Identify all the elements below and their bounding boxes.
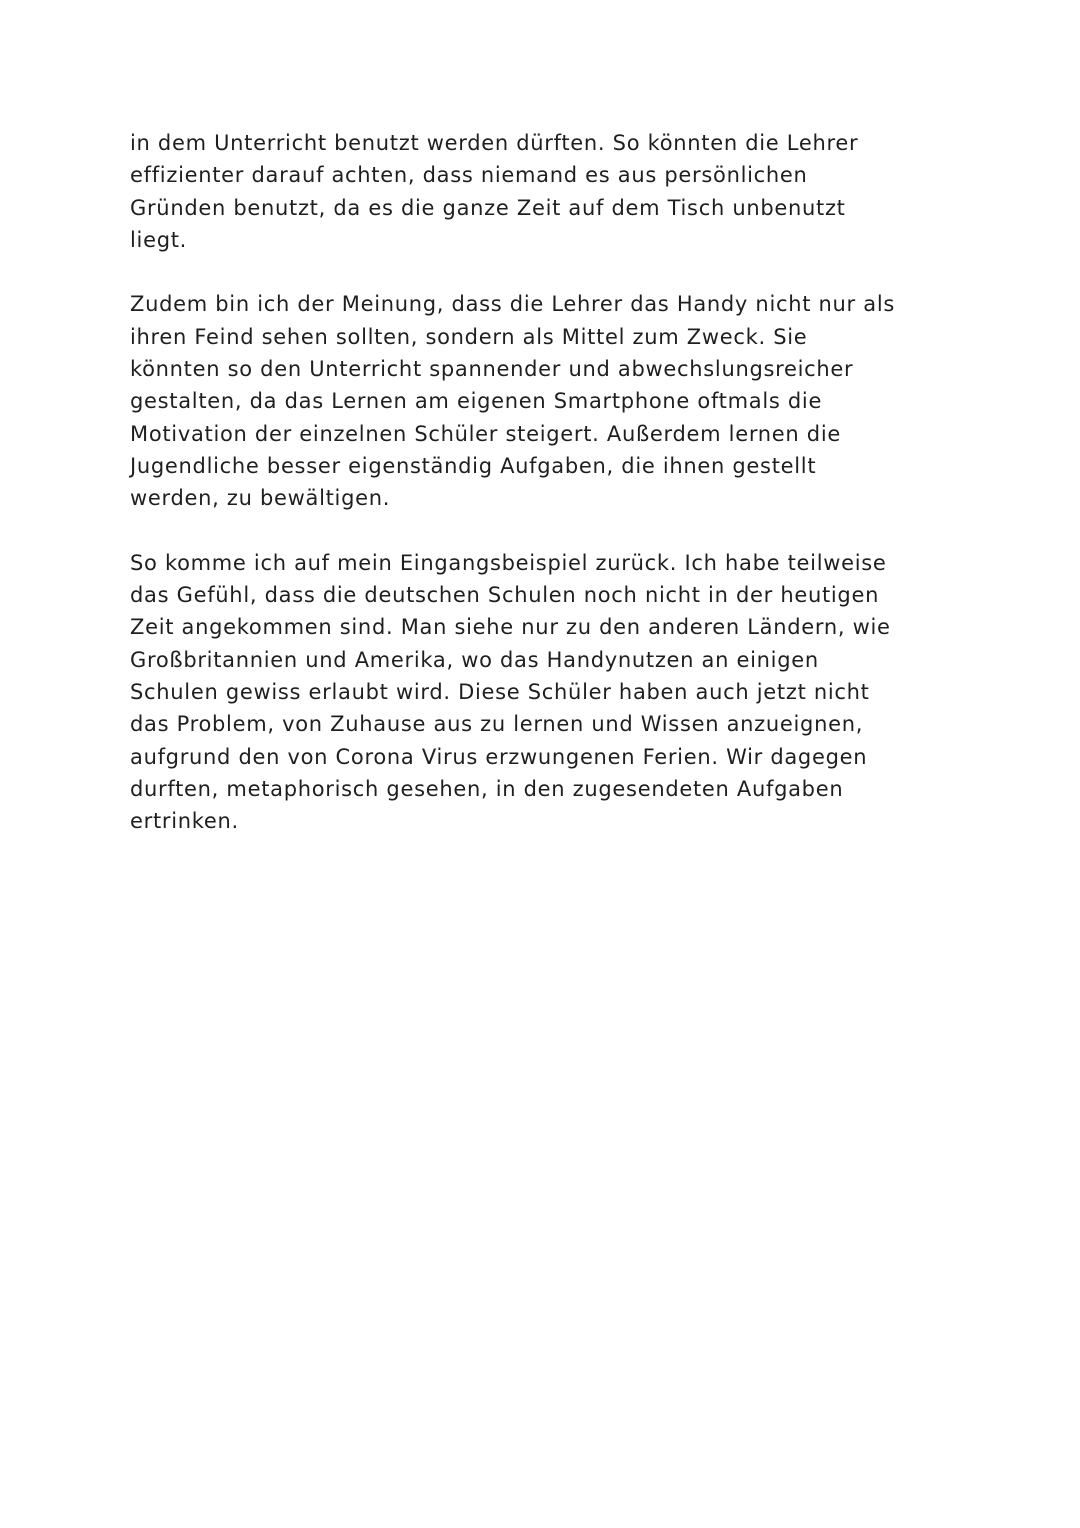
text-line: das Gefühl, dass die deutschen Schulen noch nicht in der heutigen xyxy=(130,583,880,608)
text-line: aufgrund den von Corona Virus erzwungenen Ferien. Wir dagegen xyxy=(130,744,868,769)
paragraph-1 xyxy=(130,127,1080,256)
text-line: Motivation der einzelnen Schüler steigert. Außerdem lernen die xyxy=(130,421,841,446)
text-line: ertrinken. xyxy=(130,809,239,834)
text-line: in dem Unterricht benutzt werden dürften. So könnten die Lehrer xyxy=(130,131,859,155)
text-line: Schulen gewiss erlaubt wird. Diese Schüler haben auch jetzt nicht xyxy=(130,680,870,705)
text-line: effizienter darauf achten, dass niemand es aus persönlichen xyxy=(130,163,808,188)
paragraph-2 xyxy=(130,288,1080,514)
text-line: gestalten, da das Lernen am eigenen Smartphone oftmals die xyxy=(130,389,823,414)
text-line: könnten so den Unterricht spannender und abwechslungsreicher xyxy=(130,357,854,382)
text-line: Großbritannien und Amerika, wo das Handynutzen an einigen xyxy=(130,647,819,672)
text-line: werden, zu bewältigen. xyxy=(130,486,391,511)
text-line: Zeit angekommen sind. Man siehe nur zu den anderen Ländern, wie xyxy=(130,615,891,640)
text-line: das Problem, von Zuhause aus zu lernen und Wissen anzueignen, xyxy=(130,712,864,737)
text-line: durften, metaphorisch gesehen, in den zugesendeten Aufgaben xyxy=(130,776,844,801)
text-line: Zudem bin ich der Meinung, dass die Lehrer das Handy nicht nur als xyxy=(130,292,896,317)
paragraph-3 xyxy=(130,547,1080,838)
text-line: So komme ich auf mein Eingangsbeispiel zurück. Ich habe teilweise xyxy=(130,550,887,575)
text-line: Gründen benutzt, da es die ganze Zeit auf dem Tisch unbenutzt xyxy=(130,195,846,220)
text-line: liegt. xyxy=(130,227,188,252)
text-line: Jugendliche besser eigenständig Aufgaben, die ihnen gestellt xyxy=(130,453,817,478)
text-line: ihren Feind sehen sollten, sondern als Mittel zum Zweck. Sie xyxy=(130,324,808,349)
